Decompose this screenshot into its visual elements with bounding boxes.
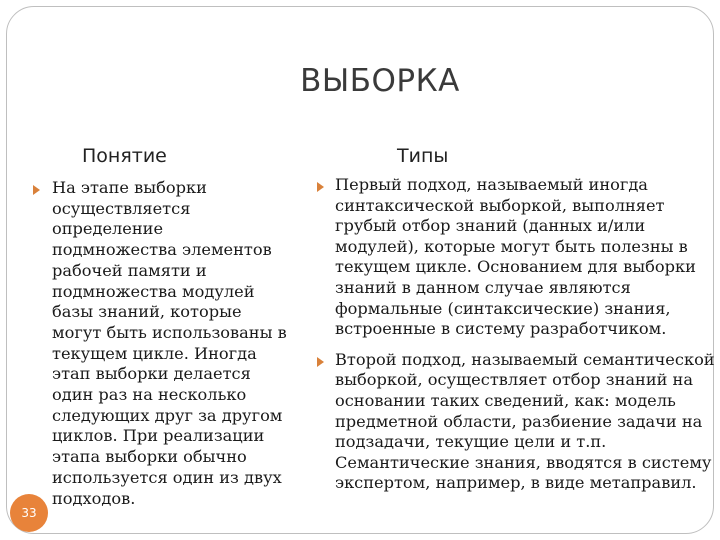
text-line: экспертом, например, в виде метаправил. xyxy=(335,473,697,493)
text-line: подмножества модулей xyxy=(52,281,255,301)
text-line: встроенные в систему разработчиком. xyxy=(335,319,667,339)
bullet-item-semantic xyxy=(317,349,715,494)
text-line: На этапе выборки xyxy=(52,178,207,197)
slide-title: ВЫБОРКА xyxy=(300,63,460,99)
text-line: знаний в данном случае являются xyxy=(335,277,631,297)
text-line: рабочей памяти и xyxy=(52,260,207,280)
bullet-item-syntactic xyxy=(317,175,712,340)
text-line: формальные (синтаксические) знания, xyxy=(335,298,671,318)
text-line: следующих друг за другом xyxy=(52,405,283,425)
page-number-badge: 33 xyxy=(10,494,48,532)
text-line: осуществляется xyxy=(52,198,191,218)
triangle-bullet-icon xyxy=(317,182,324,192)
column-heading-types: Типы xyxy=(397,145,449,167)
text-line: подзадачи, текущие цели и т.п. xyxy=(335,432,607,452)
types-column xyxy=(317,175,715,494)
bullet-item xyxy=(18,178,288,509)
text-line: грубый отбор знаний (данных и/или xyxy=(335,216,646,236)
text-line: текущем цикле. Основанием для выборки xyxy=(335,257,696,277)
text-line: циклов. При реализации xyxy=(52,426,265,446)
text-line: Первый подход, называемый иногда xyxy=(335,175,648,194)
text-line: могут быть использованы в xyxy=(52,322,287,342)
text-line: модулей), которые могут быть полезны в xyxy=(335,236,688,256)
text-line: предметной области, разбиение задачи на xyxy=(335,411,703,431)
text-line: выборкой, осуществляет отбор знаний на xyxy=(335,370,693,390)
text-line: текущем цикле. Иногда xyxy=(52,343,257,363)
concept-column xyxy=(18,178,288,509)
text-line: подходов. xyxy=(52,488,136,508)
text-line: определение xyxy=(52,219,164,239)
text-line: этап выборки делается xyxy=(52,364,251,384)
triangle-bullet-icon xyxy=(33,185,40,195)
text-line: подмножества элементов xyxy=(52,240,272,260)
column-heading-concept: Понятие xyxy=(82,145,167,167)
triangle-bullet-icon xyxy=(317,357,324,367)
text-line: базы знаний, которые xyxy=(52,302,242,322)
text-line: основании таких сведений, как: модель xyxy=(335,390,676,410)
text-line: синтаксической выборкой, выполняет xyxy=(335,195,665,215)
text-line: Семантические знания, вводятся в систему xyxy=(335,452,712,472)
text-line: один раз на несколько xyxy=(52,385,247,405)
text-line: Второй подход, называемый семантической xyxy=(335,349,715,369)
text-line: используется один из двух xyxy=(52,467,282,487)
text-line: этапа выборки обычно xyxy=(52,447,247,467)
